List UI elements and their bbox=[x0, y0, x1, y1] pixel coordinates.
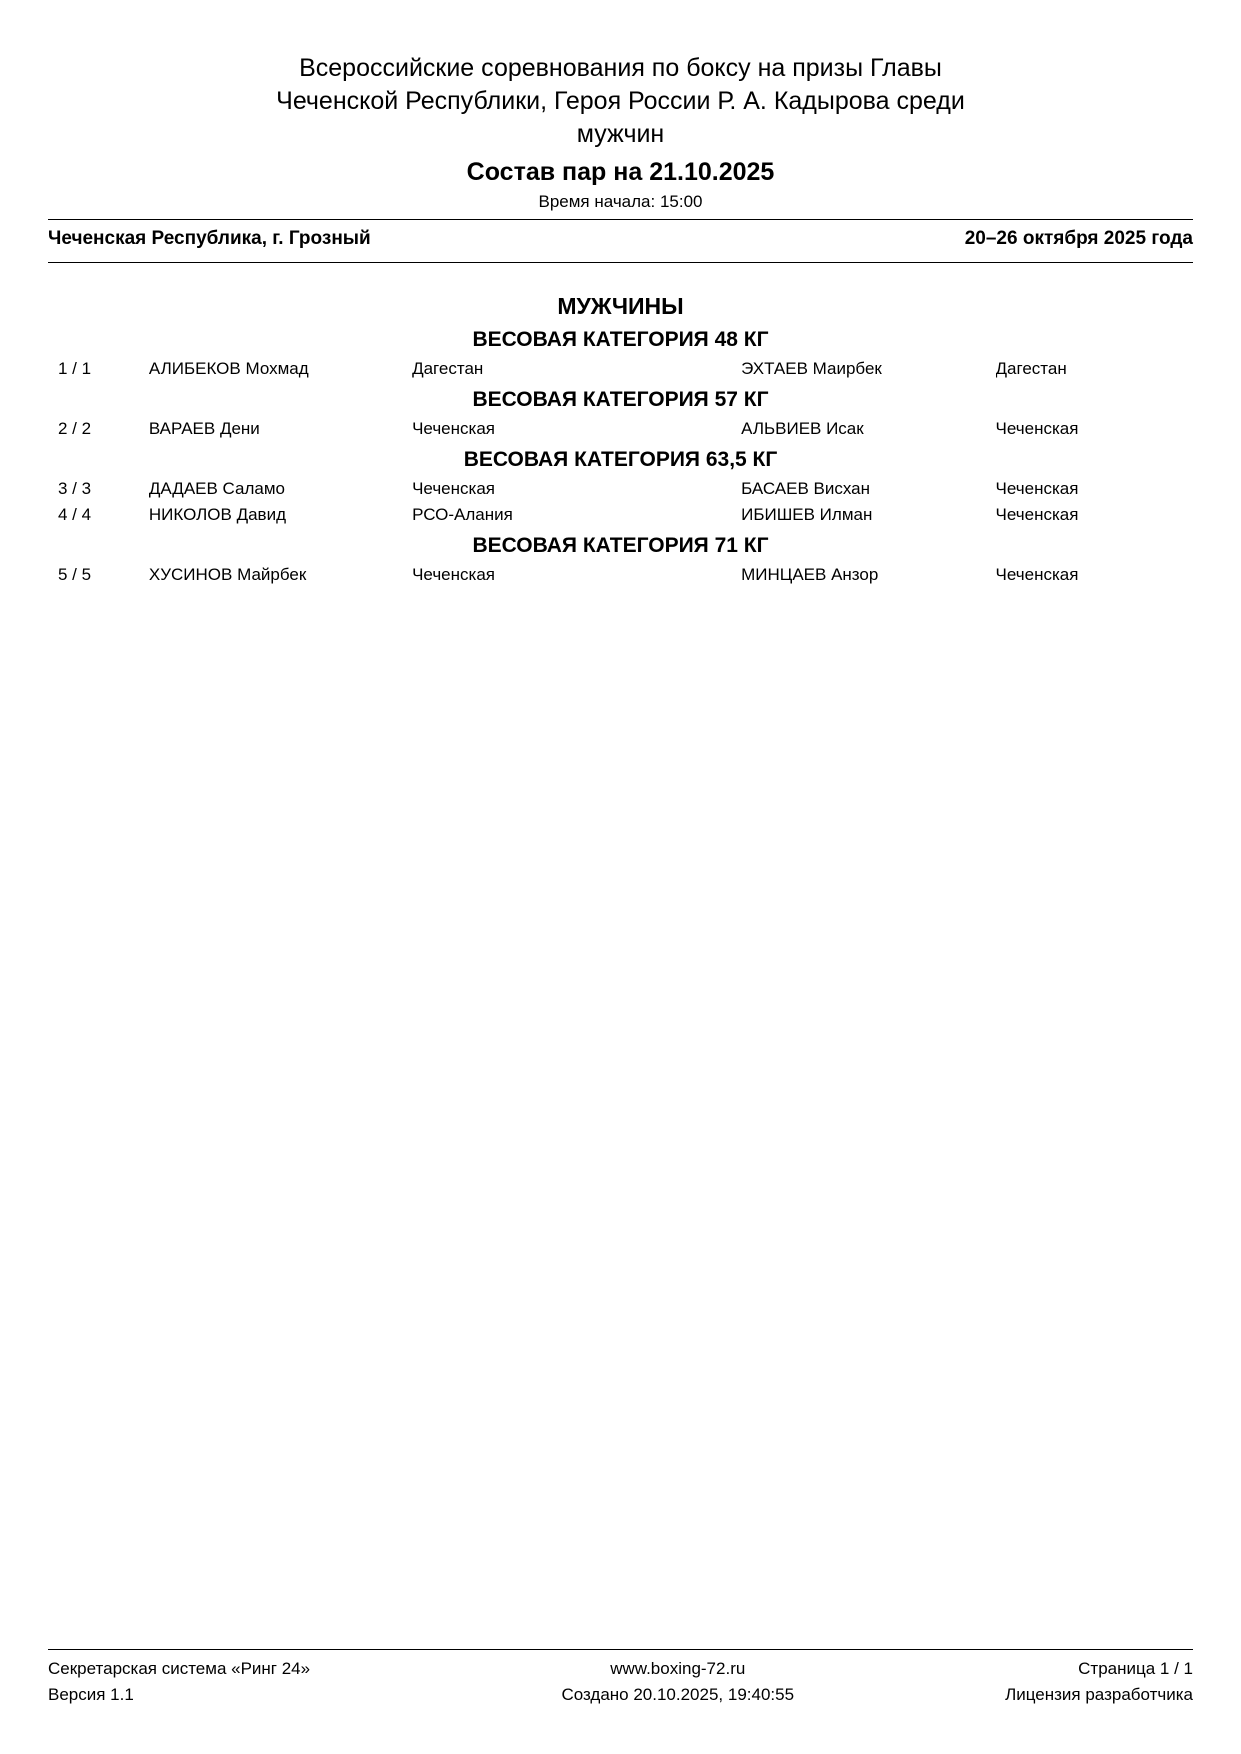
blue-corner-region: Дагестан bbox=[995, 359, 1067, 378]
footer-site-link[interactable]: www.boxing-72.ru bbox=[610, 1659, 746, 1678]
bout-number: 1 / 1 bbox=[58, 359, 92, 378]
bout-number: 3 / 3 bbox=[58, 479, 92, 498]
red-corner-region: РСО-Алания bbox=[412, 505, 513, 524]
footer-created-timestamp: Создано 20.10.2025, 19:40:55 bbox=[561, 1685, 795, 1704]
footer-row-bottom bbox=[48, 1682, 1193, 1708]
red-corner-name: АЛИБЕКОВ Мохмад bbox=[148, 359, 309, 378]
meta-row bbox=[48, 220, 1193, 256]
weight-category-heading: ВЕСОВАЯ КАТЕГОРИЯ 48 КГ bbox=[472, 328, 769, 351]
location-label: Чеченская Республика, г. Грозный bbox=[48, 228, 371, 249]
document-footer bbox=[48, 1649, 1193, 1708]
blue-corner-region: Чеченская bbox=[995, 419, 1079, 438]
red-corner-region: Чеченская bbox=[412, 479, 495, 498]
weight-category-heading: ВЕСОВАЯ КАТЕГОРИЯ 63,5 КГ bbox=[463, 448, 778, 471]
bout-number: 2 / 2 bbox=[58, 419, 92, 438]
bouts-table bbox=[48, 562, 1193, 588]
bouts-table bbox=[48, 476, 1193, 528]
red-corner-region: Дагестан bbox=[412, 359, 484, 378]
weight-category-heading: ВЕСОВАЯ КАТЕГОРИЯ 57 КГ bbox=[472, 388, 769, 411]
bouts-table bbox=[48, 416, 1193, 442]
document-header bbox=[48, 0, 1193, 213]
start-time-label: Время начала: 15:00 bbox=[538, 192, 703, 211]
competition-title-line-1: Всероссийские соревнования по боксу на призы Главы bbox=[299, 54, 942, 82]
footer-system-name: Секретарская система «Ринг 24» bbox=[48, 1659, 311, 1678]
bouts-table bbox=[48, 356, 1193, 382]
bout-number: 4 / 4 bbox=[58, 505, 92, 524]
table-row bbox=[48, 562, 1193, 588]
footer-license: Лицензия разработчика bbox=[1005, 1685, 1193, 1704]
pairs-date-subtitle: Состав пар на 21.10.2025 bbox=[466, 158, 775, 186]
red-corner-region: Чеченская bbox=[412, 419, 495, 438]
weight-category-heading: ВЕСОВАЯ КАТЕГОРИЯ 71 КГ bbox=[472, 534, 769, 557]
blue-corner-name: АЛЬВИЕВ Исак bbox=[741, 419, 864, 438]
footer-page-number: Страница 1 / 1 bbox=[1078, 1659, 1193, 1678]
competition-title-line-3: мужчин bbox=[576, 120, 665, 148]
dates-label: 20–26 октября 2025 года bbox=[964, 228, 1193, 249]
table-row bbox=[48, 416, 1193, 442]
blue-corner-name: БАСАЕВ Висхан bbox=[741, 479, 870, 498]
meta-divider bbox=[48, 262, 1193, 263]
red-corner-region: Чеченская bbox=[412, 565, 495, 584]
red-corner-name: НИКОЛОВ Давид bbox=[148, 505, 286, 524]
blue-corner-region: Чеченская bbox=[995, 565, 1079, 584]
red-corner-name: ХУСИНОВ Майрбек bbox=[148, 565, 307, 584]
table-row bbox=[48, 476, 1193, 502]
table-row bbox=[48, 502, 1193, 528]
blue-corner-name: ЭХТАЕВ Маирбек bbox=[741, 359, 882, 378]
red-corner-name: ДАДАЕВ Саламо bbox=[148, 479, 285, 498]
section-title: МУЖЧИНЫ bbox=[557, 293, 684, 319]
blue-corner-name: ИБИШЕВ Илман bbox=[741, 505, 873, 524]
footer-version: Версия 1.1 bbox=[48, 1685, 134, 1704]
blue-corner-name: МИНЦАЕВ Анзор bbox=[741, 565, 879, 584]
blue-corner-region: Чеченская bbox=[995, 479, 1079, 498]
footer-row-top bbox=[48, 1656, 1193, 1682]
red-corner-name: ВАРАЕВ Дени bbox=[148, 419, 260, 438]
blue-corner-region: Чеченская bbox=[995, 505, 1079, 524]
table-row bbox=[48, 356, 1193, 382]
bout-number: 5 / 5 bbox=[58, 565, 92, 584]
competition-title-line-2: Чеченской Республики, Героя России Р. А. Кадырова среди bbox=[276, 87, 965, 115]
footer-divider bbox=[48, 1649, 1193, 1650]
